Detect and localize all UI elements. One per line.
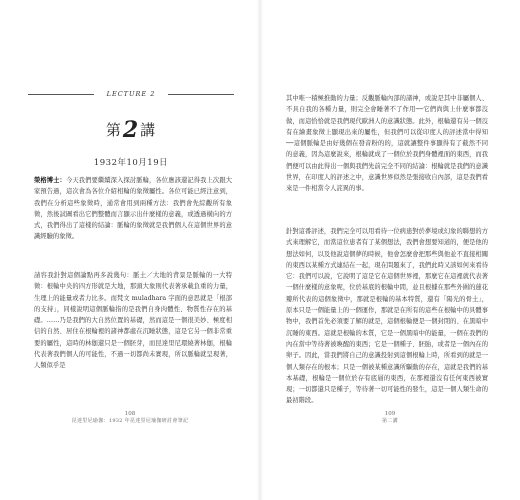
chapter-number: 2 <box>122 117 140 143</box>
right-page <box>260 0 520 500</box>
running-head-right: 第二講 <box>382 418 398 424</box>
speaker-label: 榮格博士： <box>34 177 66 184</box>
paragraph-2: 請容我針對這個論點再多說幾句：脈土／大地的背景是脈輪的一大特徵：根輪中央的四方形就是大地，那頭大象則代表著承載負重的力量，生理上的能量或者力比多。而梵文 muladhara 字面的意思就是「根部的支持」，同樣說明這個脈輪指的是我們自身肉體性、物質性存在的基礎。……乃是我們的大自然位置的基礎，然而這是一個很美妙、極度相信的自然、居住在根輪裡的諸神都處在沉睡狀態，這是它另一個非常重要的屬性，這時的林伽還只是一個胚芽，而昆達里尼環繞著林伽，根輪代表著我們個人的可能性，不過一切都尚未實現，所以脈輪就呈現著，人類似乎是 <box>34 272 232 370</box>
chapter-date: 1932年10月19日 <box>93 158 169 168</box>
header-rule-right <box>168 94 234 95</box>
page-number-right: 109 <box>384 411 396 417</box>
left-folio <box>0 410 260 425</box>
chapter-title-prefix: 第 <box>105 121 122 139</box>
right-folio <box>260 410 520 425</box>
chapter-title-suffix: 講 <box>140 121 157 139</box>
lecture-label: LECTURE 2 <box>106 90 156 98</box>
paragraph-1-text: 今天我們要繼續深入探討脈輪，各位應該還記得我上次跟大家預告過，這次會為各位介紹相輪的象徵屬性。各位可能已經注意到，我們在分析這些象徵時，通常會用到兩種方法：我們會先綜觀所有象徵，然後試圖看出它們整體而言顯示出什麼樣的意義，或透過橫向的方式，我們得出了這樣的結論：脈輪的象徵就是我們個人在這個世界的意識經驗的象徵。 <box>34 177 233 241</box>
paragraph-3: 其中唯一積極推動的力量；反觀脈輪內部的諸神，或說是其中非屬個人、不具自我的各種力量，則完全會睡著不了作用──它們尚與上什麼事都沒做，而這恰恰就是我們現代歐洲人的意識狀態。此外，根輪還有另一個沒有在繪畫象徵上顯現出來的屬性，但我們可以從印度人的評述當中得知──這個脈輪是由好幾個在發音粉的的，這就讓整件事顯得有了截然不同的意義，因為這麼說來，根輪就成了一個位於我們身體裡面的東西，而我們便可以由此得出一個與我們先前完全不同的結論：根輪就是我們的意識世界，在印度人的評述之中，意識世界似然是張接收自內部，這是我們看來是一件相當令人詫異的事。 <box>286 95 488 193</box>
chapter-title <box>28 118 234 142</box>
page-number-left: 108 <box>124 411 136 417</box>
running-head-left: 昆達里尼瑜伽：1932 年昆達里尼瑜伽研討會筆記 <box>71 418 189 424</box>
lecture-header <box>28 88 234 100</box>
paragraph-1 <box>34 175 232 243</box>
paragraph-4: 針對這番評述，我們完全可以用看待一位病患對於夢境或幻象的聯想的方式來理解它，而當這位患者有了某個想法，我們會想要知道的，便是他的想法如何，以及他說這個夢的時候，他會怎麼會把那些與他並不直接相關的東西以某種方式連結在一起，現在問題來了，我們此時又該如何來看待它：我們可以說，它說明了這是它在這個世界裡，那麼它在這裡就代表著一個什麼樣的意象呢，位於基底的根輪中間，並且根據在那些外圍的蓮花瓣所代表的這個象徵中，那就是根輪的基本特質，還有「陽光的骨土」，原本只是一個能量上的一個運作，那就是在所有的這些在根輪中的具體事物中，我們首先必須要了解的就是，這個根輪便是一個封閉的、在黑暗中沉睡的東西。這就是根輪的本質，它是一個黑暗中的能量，一個在我們的內在當中等待著被喚醒的東西；它是一個種子、胚胎，或者是一個內在的卵子。因此，當我們將自己的意識投射到這個根輪上時，所看到的就是一個人類存在的根本；只是一個被某種意識所驅動的存在，這就是我們的基本基礎，根輪是一個位於存有底層的東西，在那裡還沒有任何東西被實現；一切都還只是種子，等待著一切可能性的發生，這是一個人類生命的最初階段。 <box>286 228 488 405</box>
